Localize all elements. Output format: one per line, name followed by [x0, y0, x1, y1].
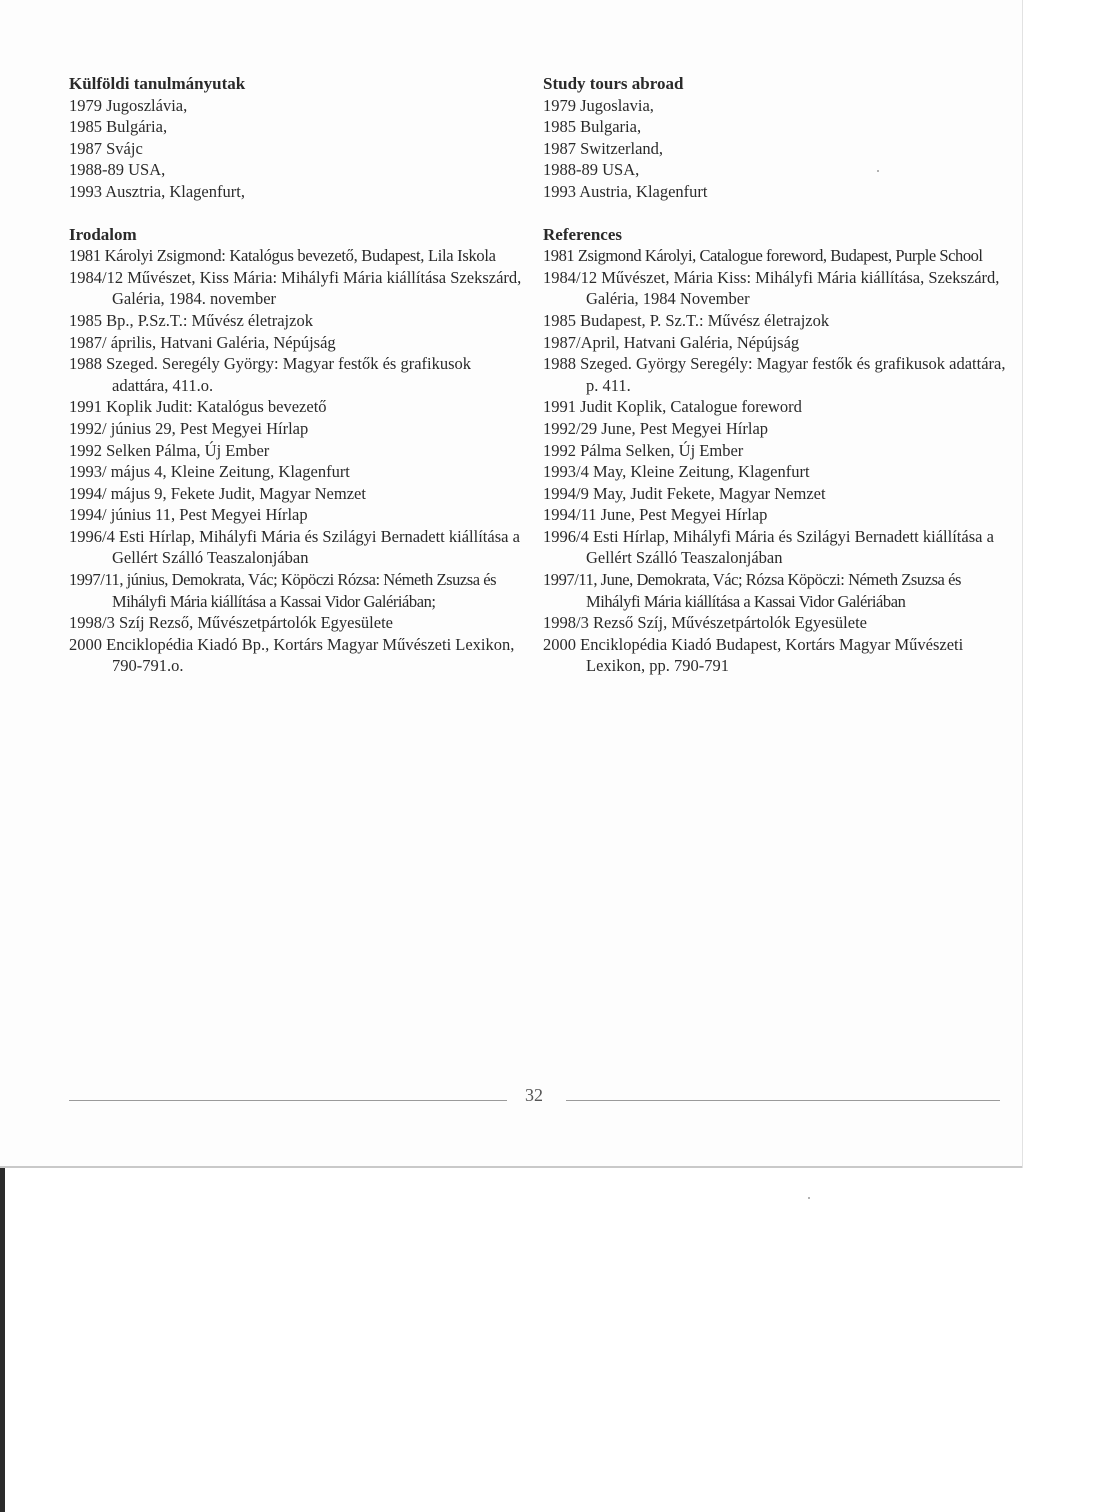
- list-item: 2000 Enciklopédia Kiadó Bp., Kortárs Magyar Művészeti Lexikon, 790-791.o.: [69, 634, 515, 676]
- list-item: 1988-89 USA,: [69, 160, 166, 180]
- list-item: 1993 Ausztria, Klagenfurt,: [69, 181, 245, 201]
- list-item: 1987/April, Hatvani Galéria, Népújság: [543, 332, 800, 352]
- list-item: 1988 Szeged. György Seregély: Magyar festők és grafikusok adattára, p. 411.: [543, 354, 1006, 395]
- list-item: 1998/3 Rezső Szíj, Művészetpártolók Egyesülete: [543, 613, 867, 633]
- list-item: 1992 Pálma Selken, Új Ember: [543, 440, 744, 460]
- list-item: 1994/ június 11, Pest Megyei Hírlap: [69, 505, 308, 525]
- study-tours-section-hu: [69, 73, 529, 203]
- section-heading: Külföldi tanulmányutak: [69, 74, 246, 93]
- references-section-en: [543, 224, 1013, 677]
- list-item: 1991 Judit Koplik, Catalogue foreword: [543, 397, 802, 417]
- list-item: 1993/ május 4, Kleine Zeitung, Klagenfurt: [69, 462, 350, 482]
- study-tours-section-en: [543, 73, 1013, 203]
- hungarian-column: [69, 73, 529, 698]
- scan-speck: [808, 1197, 810, 1199]
- list-item: 1979 Jugoszlávia,: [69, 95, 188, 115]
- scan-speck: [877, 170, 879, 172]
- list-item: 1992 Selken Pálma, Új Ember: [69, 440, 270, 460]
- list-item: 1987/ április, Hatvani Galéria, Népújság: [69, 332, 336, 352]
- list-item: 1992/29 June, Pest Megyei Hírlap: [543, 418, 769, 438]
- list-item: 1984/12 Művészet, Kiss Mária: Mihályfi Mária kiállítása Szekszárd, Galéria, 1984. november: [69, 267, 522, 309]
- english-column: [543, 73, 1013, 698]
- list-item: 1997/11, June, Demokrata, Vác; Rózsa Köpöczi: Németh Zsuzsa és Mihályfi Mária kiállítása a Kassai Vidor Galériában: [543, 570, 961, 611]
- list-item: 1996/4 Esti Hírlap, Mihályfi Mária és Szilágyi Bernadett kiállítása a Gellért Szálló Teaszalonjában: [69, 526, 520, 568]
- list-item: 1998/3 Szíj Rezső, Művészetpártolók Egyesülete: [69, 613, 393, 633]
- list-item: 1996/4 Esti Hírlap, Mihályfi Mária és Szilágyi Bernadett kiállítása a Gellért Szálló Teaszalonjában: [543, 526, 994, 568]
- list-item: 1992/ június 29, Pest Megyei Hírlap: [69, 418, 309, 438]
- literature-section-hu: [69, 224, 529, 677]
- list-item: 1985 Bp., P.Sz.T.: Művész életrajzok: [69, 310, 313, 330]
- list-item: 1997/11, június, Demokrata, Vác; Köpöczi Rózsa: Németh Zsuzsa és Mihályfi Mária kiállítása a Kassai Vidor Galériában;: [69, 570, 497, 611]
- list-item: 1994/9 May, Judit Fekete, Magyar Nemzet: [543, 483, 826, 503]
- list-item: 1979 Jugoslavia,: [543, 95, 654, 115]
- section-heading: References: [543, 224, 622, 244]
- section-heading: Irodalom: [69, 224, 137, 244]
- list-item: 1993/4 May, Kleine Zeitung, Klagenfurt: [543, 462, 810, 482]
- list-item: 1993 Austria, Klagenfurt: [543, 181, 708, 201]
- page-bottom-edge: [0, 1166, 1022, 1168]
- list-item: 1981 Zsigmond Károlyi, Catalogue foreword, Budapest, Purple School: [543, 246, 983, 266]
- list-item: 1994/ május 9, Fekete Judit, Magyar Nemzet: [69, 483, 366, 503]
- list-item: 1991 Koplik Judit: Katalógus bevezető: [69, 397, 327, 417]
- list-item: 1985 Budapest, P. Sz.T.: Művész életrajzok: [543, 310, 830, 330]
- list-item: 1987 Svájc: [69, 138, 143, 158]
- list-item: 1984/12 Művészet, Mária Kiss: Mihályfi Mária kiállítása, Szekszárd, Galéria, 1984 November: [543, 267, 1000, 309]
- list-item: 1985 Bulgária,: [69, 117, 168, 137]
- scan-shadow-edge: [0, 1168, 5, 1512]
- list-item: 1988-89 USA,: [543, 160, 640, 180]
- footer-rule-left: [69, 1100, 507, 1101]
- list-item: 1988 Szeged. Seregély György: Magyar festők és grafikusok adattára, 411.o.: [69, 354, 472, 395]
- list-item: 1985 Bulgaria,: [543, 117, 642, 137]
- section-heading: Study tours abroad: [543, 74, 684, 93]
- list-item: 1981 Károlyi Zsigmond: Katalógus bevezető, Budapest, Lila Iskola: [69, 246, 496, 266]
- page-number: 32: [525, 1085, 543, 1105]
- list-item: 2000 Enciklopédia Kiadó Budapest, Kortárs Magyar Művészeti Lexikon, pp. 790-791: [543, 634, 964, 676]
- list-item: 1994/11 June, Pest Megyei Hírlap: [543, 505, 768, 525]
- list-item: 1987 Switzerland,: [543, 138, 664, 158]
- footer-rule-right: [566, 1100, 1000, 1101]
- page-right-edge: [1022, 0, 1023, 1168]
